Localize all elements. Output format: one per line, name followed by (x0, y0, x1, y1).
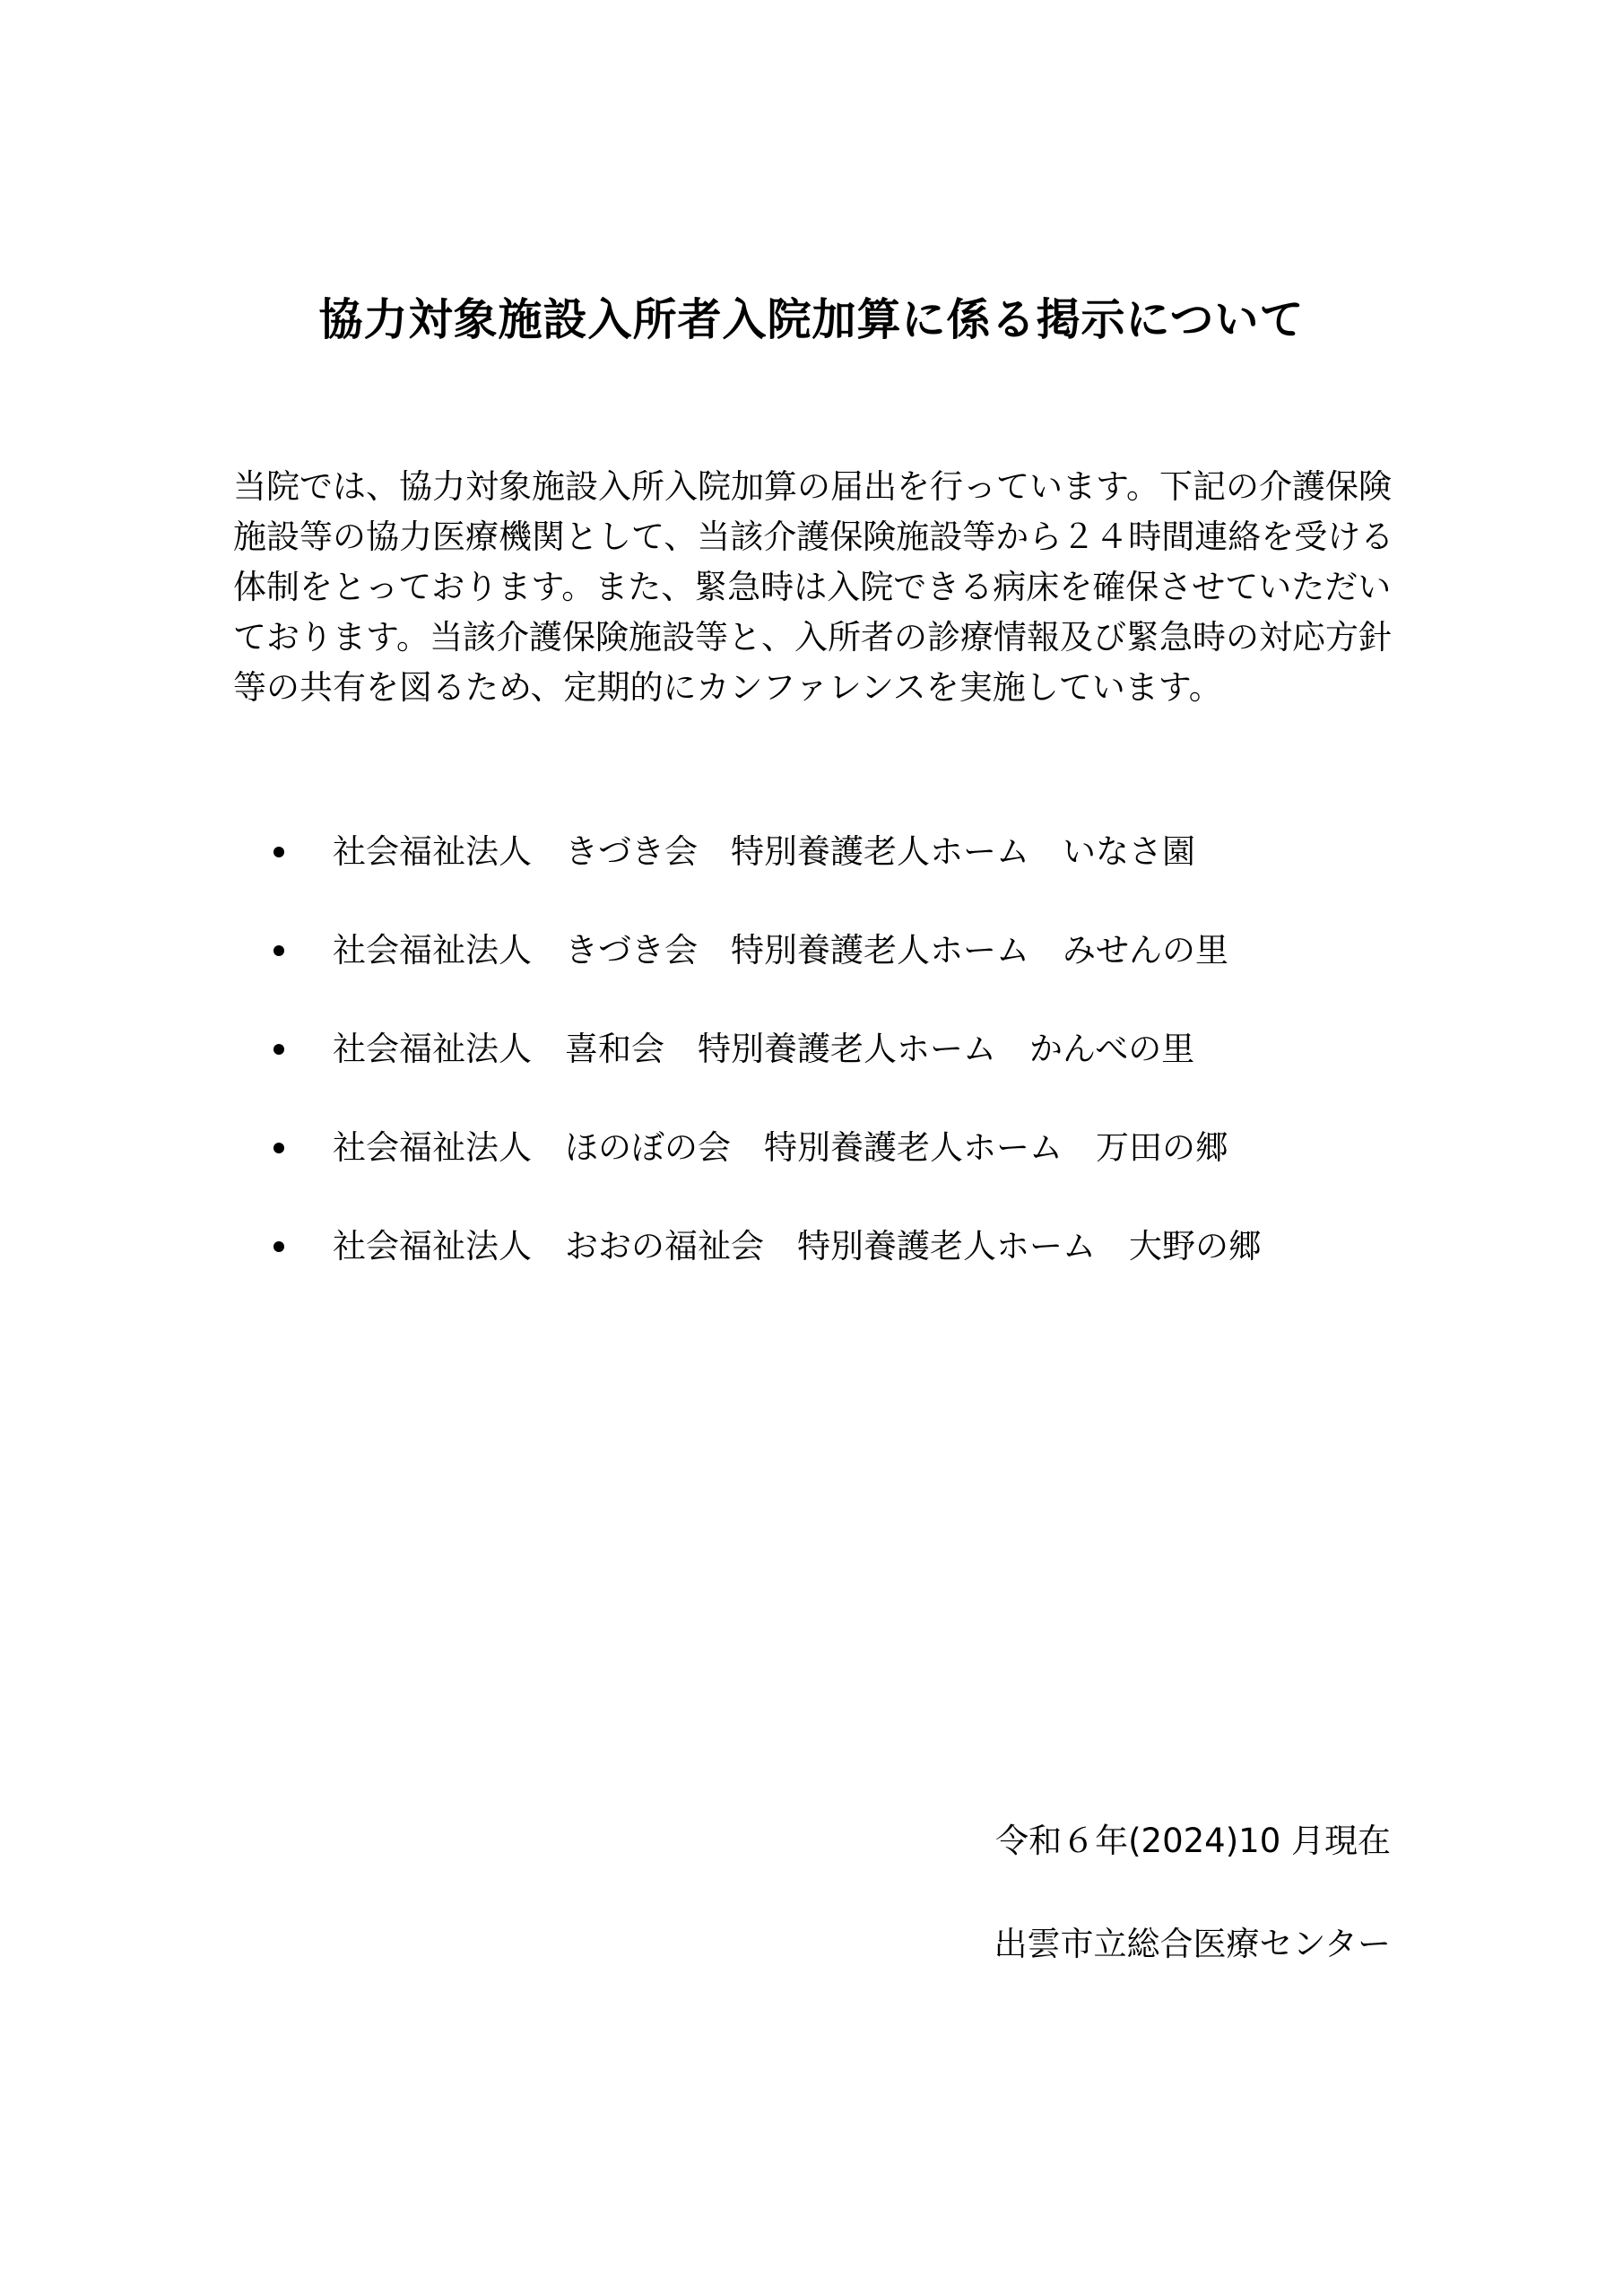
bullet-icon (273, 1143, 284, 1153)
list-item (273, 926, 1421, 1024)
facility-name: 社会福祉法人 おおの福祉会 特別養護老人ホーム 大野の郷 (333, 1227, 1262, 1265)
bullet-icon (273, 847, 284, 857)
facility-name: 社会福祉法人 ほのぼの会 特別養護老人ホーム 万田の郷 (333, 1128, 1228, 1167)
bullet-icon (273, 945, 284, 956)
facility-list (273, 827, 1421, 1320)
facility-name: 社会福祉法人 喜和会 特別養護老人ホーム かんべの里 (333, 1030, 1195, 1068)
facility-name: 社会福祉法人 きづき会 特別養護老人ホーム みせんの里 (333, 931, 1228, 970)
page-title: 協力対象施設入所者入院加算に係る掲示について (318, 294, 1305, 345)
list-item (273, 1123, 1421, 1222)
bullet-icon (273, 1044, 284, 1055)
list-item (273, 827, 1421, 926)
body-paragraph: 当院では、協力対象施設入所入院加算の届出を行っています。下記の介護保険施設等の協力医療機関として、当該介護保険施設等から２４時間連絡を受ける体制をとっております。また、緊急時は入院できる病床を確保させていただいております。当該介護保険施設等と、入所者の診療情報及び緊急時の対応方針等の共有を図るため、定期的にカンファレンスを実施しています。 (233, 467, 1394, 707)
bullet-icon (273, 1241, 284, 1252)
organization-name: 出雲市立総合医療センター (994, 1925, 1391, 1963)
list-item (273, 1024, 1421, 1123)
date-line: 令和６年(2024)10 月現在 (995, 1822, 1391, 1860)
facility-name: 社会福祉法人 きづき会 特別養護老人ホーム いなさ園 (333, 832, 1195, 871)
list-item (273, 1222, 1421, 1320)
